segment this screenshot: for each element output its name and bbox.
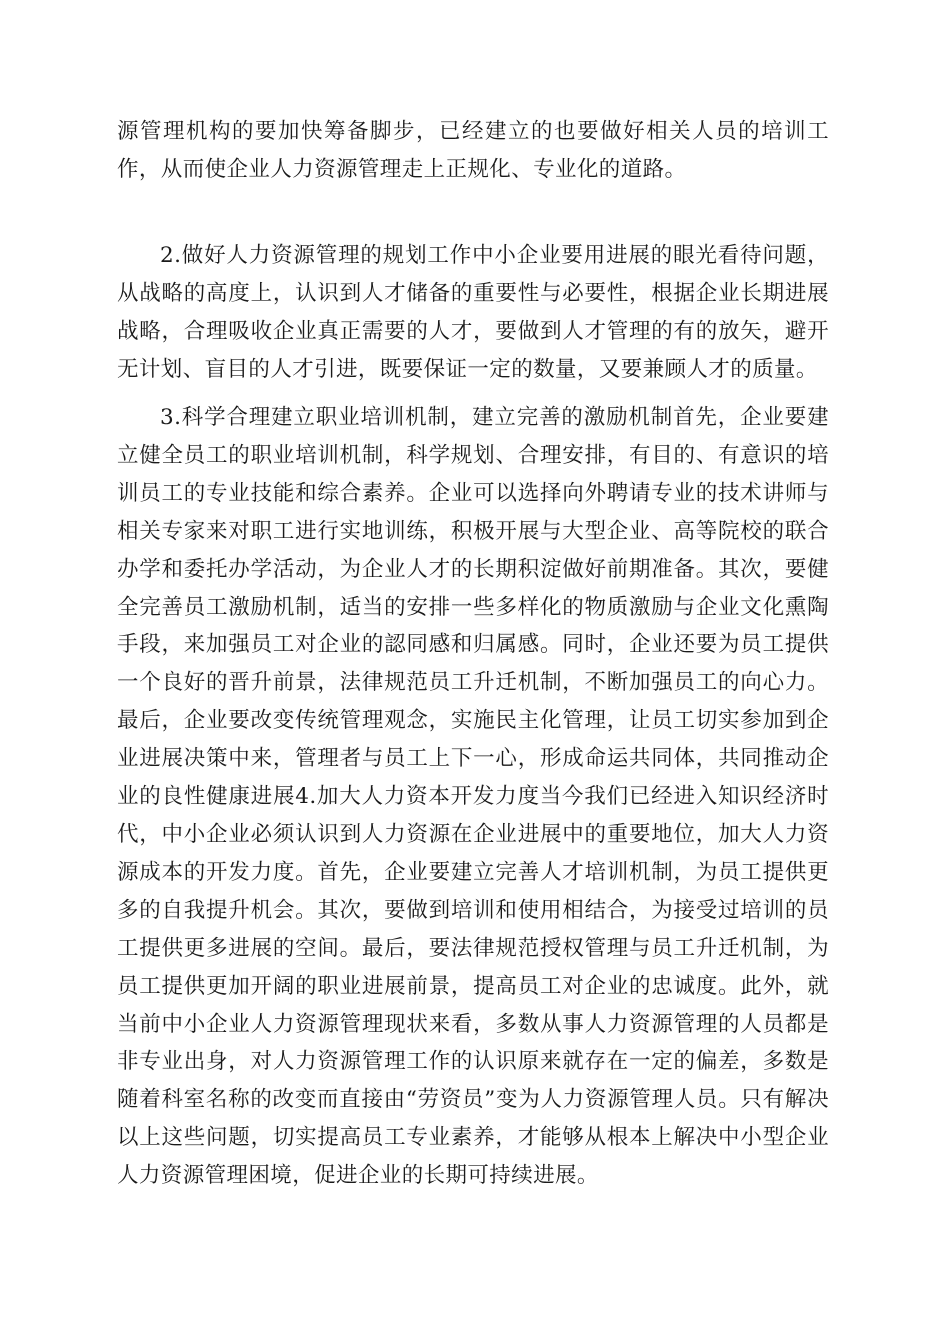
paragraph-continuation: 源管理机构的要加快筹备脚步，已经建立的也要做好相关人员的培训工作，从而使企业人力资源管理走上正规化、专业化的道路。 bbox=[117, 119, 829, 182]
paragraph-training-incentive: 3.科学合理建立职业培训机制，建立完善的激励机制首先，企业要建立健全员工的职业培训机制，科学规划、合理安排，有目的、有意识的培训员工的专业技能和综合素养。企业可以选择向外聘请专业的技术讲师与相关专家来对职工进行实地训练，积极开展与大型企业、高等院校的联合办学和委托办学活动，为企业人才的长期积淀做好前期准备。其次，要健全完善员工激励机制，适当的安排一些多样化的物质激励与企业文化熏陶手段，来加强员工对企业的認同感和归属感。同时，企业还要为员工提供一个良好的晋升前景，法律规范员工升迁机制，不断加强员工的向心力。最后，企业要改变传统管理观念，实施民主化管理，让员工切实参加到企业进展决策中来，管理者与员工上下一心，形成命运共同体，共同推动企业的良性健康进展4.加大人力资本开发力度当今我们已经进入知识经济时代，中小企业必须认识到人力资源在企业进展中的重要地位，加大人力资源成本的开发力度。首先，企业要建立完善人才培训机制，为员工提供更多的自我提升机会。其次，要做到培训和使用相结合，为接受过培训的员工提供更多进展的空间。最后，要法律规范授权管理与员工升迁机制，为员工提供更加开阔的职业进展前景，提高员工对企业的忠诚度。此外，就当前中小企业人力资源管理现状来看，多数从事人力资源管理的人员都是非专业出身，对人力资源管理工作的认识原来就存在一定的偏差，多数是随着科室名称的改变而直接由“劳资员”变为人力资源管理人员。只有解决以上这些问题，切实提高员工专业素养，才能够从根本上解决中小型企业人力资源管理困境，促进企业的长期可持续进展。 bbox=[117, 405, 829, 1189]
paragraph-hr-planning: 2.做好人力资源管理的规划工作中小企业要用进展的眼光看待问题，从战略的高度上，认识到人才储备的重要性与必要性，根据企业长期进展战略，合理吸收企业真正需要的人才，要做到人才管理的有的放矢，避开无计划、盲目的人才引进，既要保证一定的数量，又要兼顾人才的质量。 bbox=[117, 243, 829, 382]
